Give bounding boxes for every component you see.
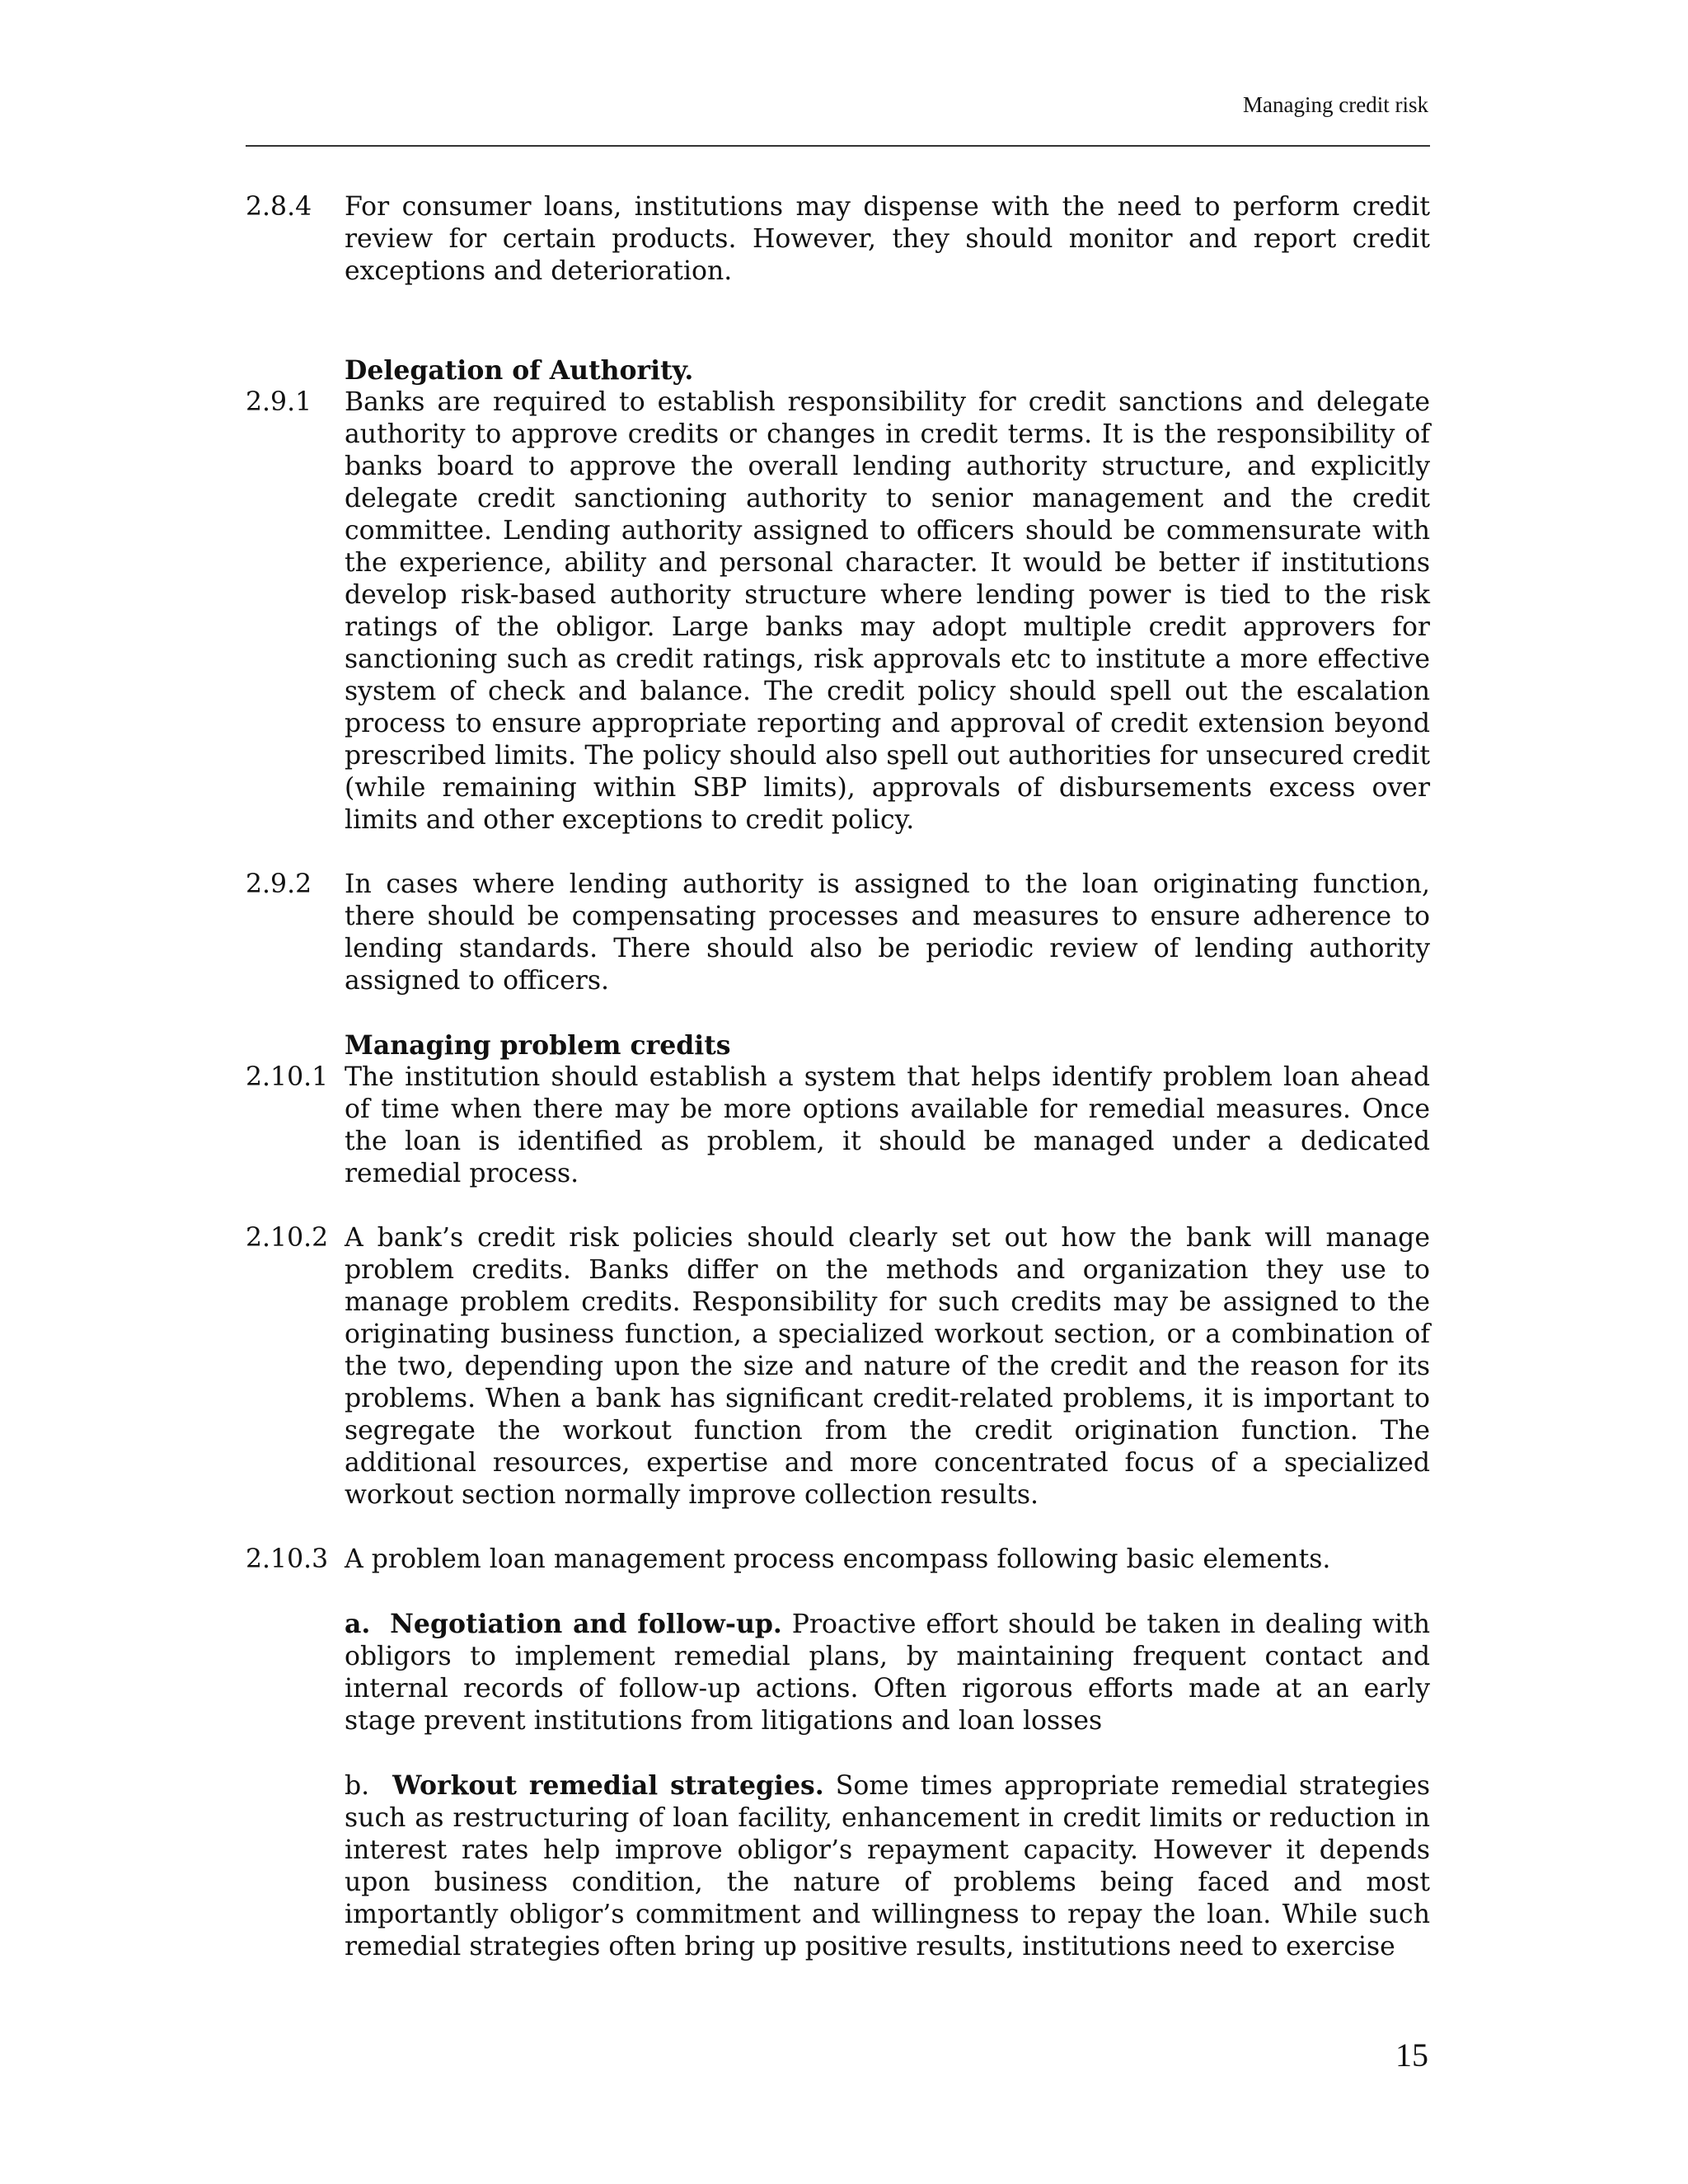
heading-managing-problem-credits: Managing problem credits bbox=[345, 1030, 731, 1061]
page-number: 15 bbox=[1395, 2036, 1428, 2074]
section-2-10-3 bbox=[246, 1544, 1430, 1576]
section-text: In cases where lending authority is assigned to the loan originating function, there should be compensating processes and measures to ensure adherence to lending standards. There should also be periodic review of lending authority assigned to officers. bbox=[345, 869, 1430, 996]
subsection-label: a. bbox=[345, 1609, 371, 1639]
section-text: A bank’s credit risk policies should clearly set out how the bank will manage problem credits. Banks differ on the methods and organization they use to manage problem credits. Responsibility for such credits may be assigned to the originating business function, a specialized workout section, or a combination of the two, depending upon the size and nature of the credit and the reason for its problems. When a bank has significant credit-related problems, it is important to segregate the workout function from the credit origination function. The additional resources, expertise and more concentrated focus of a specialized workout section normally improve collection results. bbox=[345, 1223, 1430, 1510]
running-header: Managing credit risk bbox=[1243, 92, 1428, 117]
subsection-b bbox=[345, 1769, 1430, 1963]
subsection-title: Workout remedial strategies. bbox=[392, 1770, 824, 1801]
section-number: 2.10.3 bbox=[246, 1544, 329, 1574]
section-number: 2.10.2 bbox=[246, 1223, 329, 1253]
subsection-text: Some times appropriate remedial strategies such as restructuring of loan facility, enhancement in credit limits or reduction in interest rates help improve obligor’s repayment capacity. However it depends upon business condition, the nature of problems being faced and most importantly obligor’s commitment and willingness to repay the loan. While such remedial strategies often bring up positive results, institutions need to exercise bbox=[345, 1771, 1431, 1961]
section-number: 2.9.2 bbox=[246, 869, 312, 899]
section-2-10-2 bbox=[246, 1222, 1430, 1511]
heading-delegation-of-authority: Delegation of Authority. bbox=[345, 355, 694, 386]
subsection-a bbox=[345, 1608, 1430, 1737]
section-number: 2.10.1 bbox=[246, 1062, 329, 1092]
section-text: For consumer loans, institutions may dispense with the need to perform credit review for certain products. However, they should monitor and report credit exceptions and deterioration. bbox=[345, 192, 1430, 286]
section-text: A problem loan management process encompass following basic elements. bbox=[345, 1544, 1331, 1574]
section-text: Banks are required to establish responsibility for credit sanctions and delegate authority to approve credits or changes in credit terms. It is the responsibility of banks board to approve the overall lending authority structure, and explicitly delegate credit sanctioning authority to senior management and the credit committee. Lending authority assigned to officers should be commensurate with the experience, ability and personal character. It would be better if institutions develop risk-based authority structure where lending power is tied to the risk ratings of the obligor. Large banks may adopt multiple credit approvers for sanctioning such as credit ratings, risk approvals etc to institute a more effective system of check and balance. The credit policy should spell out the escalation process to ensure appropriate reporting and approval of credit extension beyond prescribed limits. The policy should also spell out authorities for unsecured credit (while remaining within SBP limits), approvals of disbursements excess over limits and other exceptions to credit policy. bbox=[345, 387, 1430, 835]
section-number: 2.9.1 bbox=[246, 387, 312, 417]
section-2-8-4 bbox=[246, 191, 1430, 288]
subsection-title: Negotiation and follow-up. bbox=[390, 1609, 782, 1639]
header-divider bbox=[246, 145, 1430, 147]
page-body bbox=[246, 191, 1430, 1963]
section-2-10-1 bbox=[246, 1062, 1430, 1190]
section-number: 2.8.4 bbox=[246, 192, 312, 222]
section-text: The institution should establish a system that helps identify problem loan ahead of time when there may be more options available for remedial measures. Once the loan is identified as problem, it should be managed under a dedicated remedial process. bbox=[345, 1062, 1430, 1188]
subsection-label: b. bbox=[345, 1771, 370, 1801]
section-2-9-2 bbox=[246, 869, 1430, 997]
subsection-text: Proactive effort should be taken in dealing with obligors to implement remedial plans, by maintaining frequent contact and internal records of follow-up actions. Often rigorous efforts made at an early stage prevent institutions from litigations and loan losses bbox=[345, 1610, 1430, 1736]
section-2-9-1 bbox=[246, 387, 1430, 837]
